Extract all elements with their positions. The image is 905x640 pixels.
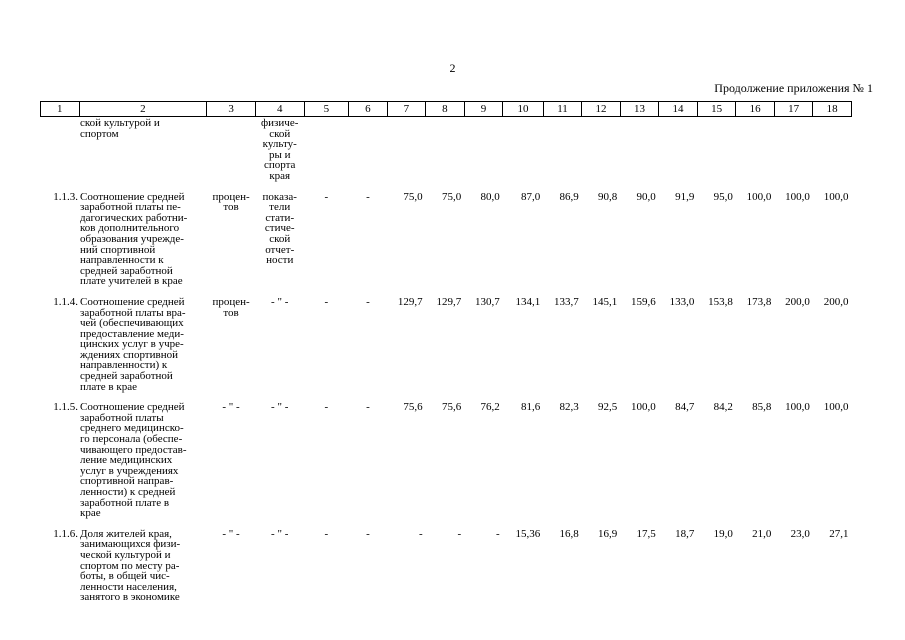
value-cell-6: - [366, 295, 370, 308]
table-row [41, 396, 852, 523]
value-cell-18: 200,0 [823, 295, 849, 308]
value-cell-11: 133,7 [554, 295, 579, 308]
column-header-14: 14 [659, 102, 698, 117]
column-header-9: 9 [464, 102, 503, 117]
column-header-2: 2 [79, 102, 207, 117]
indicator-name-cell: Доля жителей края, занимающихся физи- ческой культурой и спортом по месту ра- боты, в общей чис- ленности населения, занятого в экономике [80, 527, 181, 604]
value-cell-8: 75,0 [441, 190, 462, 203]
value-cell-8: - [457, 527, 462, 540]
value-cell-15: 95,0 [713, 190, 733, 203]
column-header-15: 15 [697, 102, 736, 117]
column-header-17: 17 [774, 102, 813, 117]
value-cell-9: 76,2 [480, 401, 500, 414]
column-header-1: 1 [41, 102, 80, 117]
value-cell-16: 21,0 [752, 527, 772, 540]
appendix-continuation-note: Продолжение приложения № 1 [714, 81, 873, 95]
value-cell-18: 100,0 [823, 401, 849, 414]
column-header-16: 16 [736, 102, 775, 117]
value-cell-18: 27,1 [829, 527, 849, 540]
column-header-5: 5 [304, 102, 349, 117]
table-row [41, 291, 852, 396]
value-cell-15: 84,2 [713, 401, 733, 414]
value-cell-13: 17,5 [636, 527, 656, 540]
unit-cell: процен- тов [212, 295, 250, 319]
continuation-unit-cell [207, 117, 256, 186]
unit-cell: - " - [222, 401, 240, 414]
value-cell-5: - [324, 527, 329, 540]
table-row [41, 523, 852, 607]
continuation-row [41, 117, 852, 186]
value-cell-12: 92,5 [598, 401, 618, 414]
table-row [41, 186, 852, 291]
value-cell-17: 23,0 [790, 527, 810, 540]
value-cell-17: 200,0 [785, 295, 810, 308]
value-cell-15: 19,0 [713, 527, 733, 540]
value-cell-10: 87,0 [521, 190, 541, 203]
unit-cell: процен- тов [212, 190, 250, 214]
column-header-10: 10 [503, 102, 544, 117]
value-cell-12: 145,1 [592, 295, 618, 308]
column-header-11: 11 [543, 102, 582, 117]
value-cell-7: 75,0 [403, 190, 423, 203]
value-cell-5: - [324, 295, 329, 308]
value-cell-18: 100,0 [823, 190, 849, 203]
value-cell-11: 86,9 [559, 190, 579, 203]
value-cell-9: - [496, 527, 500, 540]
value-cell-14: 133,0 [669, 295, 695, 308]
value-cell-10: 15,36 [515, 527, 541, 540]
value-cell-11: 82,3 [559, 401, 579, 414]
value-cell-9: 80,0 [480, 190, 500, 203]
column-header-3: 3 [207, 102, 256, 117]
continuation-source-cell: физиче- ской культу- ры и спорта края [261, 117, 299, 182]
value-cell-17: 100,0 [785, 190, 810, 203]
value-cell-16: 173,8 [746, 295, 772, 308]
value-cell-9: 130,7 [474, 295, 500, 308]
value-cell-5: - [324, 190, 329, 203]
column-header-4: 4 [255, 102, 304, 117]
value-cell-14: 91,9 [675, 190, 695, 203]
value-cell-7: - [419, 527, 423, 540]
value-cell-13: 100,0 [631, 401, 656, 414]
column-header-13: 13 [620, 102, 659, 117]
value-cell-15: 153,8 [708, 295, 733, 308]
indicator-name-cell: Соотношение средней заработной платы среднего медицинско- го персонала (обеспе- чивающего предостав- ление медицинских услуг в учреждениях спортивной направ- ленности) к средней заработной плате в крае [80, 401, 187, 520]
unit-cell: - " - [222, 527, 240, 540]
value-cell-10: 134,1 [515, 295, 541, 308]
value-cell-14: 18,7 [675, 527, 695, 540]
source-cell: - " - [271, 401, 289, 414]
value-cell-16: 100,0 [746, 190, 772, 203]
column-header-7: 7 [387, 102, 426, 117]
source-cell: - " - [271, 527, 289, 540]
value-cell-10: 81,6 [521, 401, 541, 414]
value-cell-6: - [366, 401, 370, 414]
column-header-12: 12 [582, 102, 621, 117]
source-cell: - " - [271, 295, 289, 308]
value-cell-5: - [324, 401, 329, 414]
column-header-6: 6 [349, 102, 388, 117]
column-header-18: 18 [813, 102, 852, 117]
source-cell: показа- тели стати- стиче- ской отчет- ности [262, 190, 297, 267]
value-cell-16: 85,8 [752, 401, 772, 414]
column-header-8: 8 [426, 102, 465, 117]
value-cell-13: 159,6 [631, 295, 656, 308]
value-cell-11: 16,8 [559, 527, 579, 540]
value-cell-17: 100,0 [785, 401, 810, 414]
row-number-cell: 1.1.4. [53, 295, 79, 308]
value-cell-14: 84,7 [675, 401, 695, 414]
row-number-cell: 1.1.3. [53, 190, 79, 203]
value-cell-12: 16,9 [598, 527, 618, 540]
indicators-table [40, 101, 852, 607]
continuation-name-cell: ской культурой и спортом [80, 117, 160, 140]
value-cell-6: - [366, 190, 370, 203]
value-cell-8: 75,6 [441, 401, 462, 414]
header-row [41, 102, 852, 117]
value-cell-12: 90,8 [598, 190, 618, 203]
indicator-name-cell: Соотношение средней заработной платы пе- дагогических работни- ков дополнительного образования учрежде- ний спортивной направленности к средней заработной плате учителей в крае [80, 190, 188, 288]
continuation-num-cell [41, 117, 80, 186]
indicator-name-cell: Соотношение средней заработной платы вра- чей (обеспечивающих предоставление меди- цинских услуг в учре- ждениях спортивной направленности) к средней заработной плате в крае [80, 295, 186, 393]
row-number-cell: 1.1.6. [53, 527, 79, 540]
value-cell-7: 75,6 [403, 401, 423, 414]
row-number-cell: 1.1.5. [53, 401, 79, 414]
value-cell-7: 129,7 [397, 295, 423, 308]
value-cell-8: 129,7 [436, 295, 462, 308]
value-cell-6: - [366, 527, 370, 540]
value-cell-13: 90,0 [636, 190, 656, 203]
page-number: 2 [449, 61, 456, 75]
